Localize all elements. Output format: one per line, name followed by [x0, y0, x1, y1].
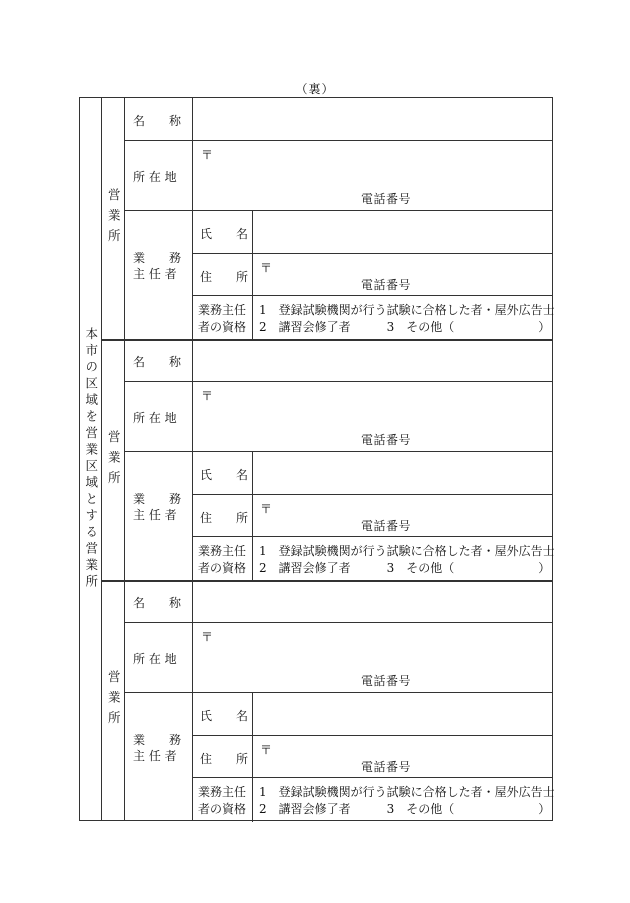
address-phone-label: 電話番号 — [361, 760, 412, 774]
address-label — [200, 509, 248, 526]
row-divider — [192, 536, 553, 537]
person-name-label — [200, 225, 248, 242]
name-label — [133, 353, 185, 370]
location-label-text: 所 在 地 — [133, 411, 177, 425]
manager-label-line-1: 業 務 — [133, 492, 182, 506]
office-label-text: 営業所 — [106, 670, 122, 732]
phone-label: 電話番号 — [361, 674, 412, 688]
address-label-text: 住 所 — [200, 511, 249, 525]
address-postal-mark: 〒 — [260, 261, 273, 275]
manager-label-line-1: 業 務 — [133, 733, 182, 747]
person-name-field[interactable] — [253, 452, 552, 493]
person-name-label-text: 氏 名 — [200, 468, 249, 482]
office-block-1 — [102, 98, 553, 339]
name-field[interactable] — [193, 99, 552, 139]
person-name-field[interactable] — [253, 211, 552, 252]
postal-mark: 〒 — [201, 148, 214, 162]
row-divider — [192, 295, 553, 296]
location-field[interactable] — [193, 141, 552, 209]
location-field[interactable] — [193, 623, 552, 691]
person-name-label — [200, 707, 248, 724]
qualification-label — [198, 302, 246, 336]
qualification-option-line-1: 1 登録試験機関が行う試験に合格した者・屋外広告士 — [259, 785, 555, 799]
manager-label-line-2: 主 任 者 — [133, 749, 177, 763]
manager-label-line-2: 主 任 者 — [133, 267, 177, 281]
address-field[interactable] — [253, 736, 552, 776]
qualification-option-line-1: 1 登録試験機関が行う試験に合格した者・屋外広告士 — [259, 544, 555, 558]
qualification-option-line-2: 2 講習会修了者 3 その他（ ） — [259, 561, 551, 575]
office-label — [102, 341, 125, 580]
page-title: （裏） — [295, 82, 335, 96]
office-label-text: 営業所 — [106, 429, 122, 492]
address-label-text: 住 所 — [200, 752, 249, 766]
phone-label: 電話番号 — [361, 433, 412, 447]
office-block-3 — [102, 580, 553, 820]
location-label — [133, 650, 193, 667]
qualification-label-line-2: 者の資格 — [198, 320, 247, 334]
name-field[interactable] — [193, 581, 552, 621]
location-field[interactable] — [193, 382, 552, 450]
qualification-options[interactable] — [259, 302, 555, 336]
office-label — [102, 582, 125, 820]
manager-label-line-1: 業 務 — [133, 251, 182, 265]
location-label-text: 所 在 地 — [133, 170, 177, 184]
qualification-option-line-2: 2 講習会修了者 3 その他（ ） — [259, 320, 551, 334]
qualification-options[interactable] — [259, 784, 555, 818]
name-label-text: 名 称 — [133, 596, 182, 610]
name-label-text: 名 称 — [133, 114, 182, 128]
location-label — [133, 409, 193, 426]
qualification-options[interactable] — [259, 543, 555, 577]
office-form-table — [79, 97, 553, 821]
address-phone-label: 電話番号 — [361, 519, 412, 533]
qualification-label-line-1: 業務主任 — [198, 544, 247, 558]
manager-label — [133, 491, 193, 523]
row-divider — [192, 777, 553, 778]
office-block-2 — [102, 339, 553, 580]
location-label — [133, 168, 193, 185]
address-postal-mark: 〒 — [260, 743, 273, 757]
address-label — [200, 268, 248, 285]
manager-label — [133, 250, 193, 282]
address-phone-label: 電話番号 — [361, 278, 412, 292]
person-name-field[interactable] — [253, 693, 552, 734]
postal-mark: 〒 — [201, 630, 214, 644]
qualification-label — [198, 784, 246, 818]
name-field[interactable] — [193, 340, 552, 380]
name-label-text: 名 称 — [133, 355, 182, 369]
manager-label — [133, 732, 193, 764]
address-field[interactable] — [253, 254, 552, 294]
address-postal-mark: 〒 — [260, 502, 273, 516]
address-field[interactable] — [253, 495, 552, 535]
office-label-text: 営業所 — [106, 187, 122, 250]
phone-label: 電話番号 — [361, 192, 412, 206]
location-label-text: 所 在 地 — [133, 652, 177, 666]
outer-section-label-text: 本市の区域を営業区域とする営業所 — [83, 327, 99, 591]
outer-section-label — [80, 98, 102, 820]
name-label — [133, 112, 185, 129]
qualification-option-line-1: 1 登録試験機関が行う試験に合格した者・屋外広告士 — [259, 303, 555, 317]
address-label — [200, 750, 248, 767]
address-label-text: 住 所 — [200, 270, 249, 284]
qualification-label — [198, 543, 246, 577]
qualification-label-line-2: 者の資格 — [198, 561, 247, 575]
qualification-label-line-1: 業務主任 — [198, 303, 247, 317]
qualification-option-line-2: 2 講習会修了者 3 その他（ ） — [259, 802, 551, 816]
person-name-label-text: 氏 名 — [200, 709, 249, 723]
office-label — [102, 98, 125, 339]
qualification-label-line-2: 者の資格 — [198, 802, 247, 816]
name-label — [133, 594, 185, 611]
postal-mark: 〒 — [201, 389, 214, 403]
person-name-label-text: 氏 名 — [200, 227, 249, 241]
qualification-label-line-1: 業務主任 — [198, 785, 247, 799]
person-name-label — [200, 466, 248, 483]
manager-label-line-2: 主 任 者 — [133, 508, 177, 522]
